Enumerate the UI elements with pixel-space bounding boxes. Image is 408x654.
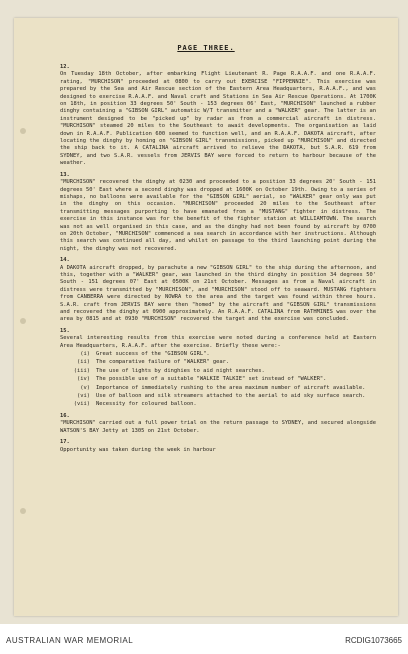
list-item-text: Use of balloon and silk streamers attached to the aerial to aid sky surface search. xyxy=(96,393,366,400)
list-item-text: Necessity for coloured balloon. xyxy=(96,401,197,408)
paragraph-text: Several interesting results from this exercise were noted during a conference held at Eastern Area Headquarters, R.A.A.F. after the exercise. Briefly these were:- xyxy=(60,335,376,349)
list-item xyxy=(60,401,376,408)
list-item-number: (vii) xyxy=(73,401,90,408)
record-id: RCDIG1073665 xyxy=(345,636,402,645)
list-item xyxy=(60,351,376,358)
paragraph-number: 16. xyxy=(60,412,70,419)
paragraph-number: 13. xyxy=(60,171,70,178)
list-item-number: (i) xyxy=(80,351,90,358)
list-item-text: The use of lights by dinghies to aid night searches. xyxy=(96,367,265,374)
paragraph-number: 12. xyxy=(60,64,70,70)
paragraph-number: 14. xyxy=(60,257,70,264)
list-item-number: (v) xyxy=(80,384,90,391)
paragraph-12 xyxy=(60,64,376,168)
list-item xyxy=(60,376,376,383)
list-item-text: Great success of the "GIBSON GIRL". xyxy=(96,351,210,358)
paragraph-text: "MURCHISON" carried out a full power trial on the return passage to SYDNEY, and secured alongside WATSON'S BAY Jetty at 1305 on 21st October. xyxy=(60,420,376,434)
paragraph-15 xyxy=(60,328,376,409)
document-page xyxy=(14,18,398,616)
list-item xyxy=(60,385,376,392)
archive-name: AUSTRALIAN WAR MEMORIAL xyxy=(6,636,134,645)
list-item-number: (vi) xyxy=(77,393,90,400)
punch-hole xyxy=(20,318,26,324)
paragraph-text: "MURCHISON" recovered the dinghy at 0230 and proceeded to a position 33 degrees 20' South - 151 degrees 50' East where a second dinghy was dropped at 1600K on October 19th. Owing to a series of mishaps, no balloons were available for the "GIBSON GIRL" aerial, so "WALKER" gear only was put in the dinghy on this occasion. "MURCHISON" proceeded 20 miles to the Southeast after transmitting messages purporting to have emanated from a "MUSTANG" fighter in distress. The exercise in this instance was for the benefit of the fighter station at WILLIAMTOWN. The search was not as well organised in this case, and as the dinghy had not been found by aircraft by 0700 on 20th October, "MURCHISON" commenced a sea search in accordance with her instructions. Although this search was continued all day, and whilst on passage to the third launching point during the night, the dinghy was not recovered. xyxy=(60,179,376,252)
list-item-number: (ii) xyxy=(77,359,90,366)
list-item-number: (iv) xyxy=(77,376,90,383)
list-item xyxy=(60,368,376,375)
list-item-text: The comparative failure of "WALKER" gear. xyxy=(96,359,230,366)
page-title: PAGE THREE. xyxy=(177,44,235,52)
paragraph-13 xyxy=(60,172,376,253)
paragraph-16 xyxy=(60,413,376,435)
list-item-text: Importance of immediately rushing to the area maximum number of aircraft available. xyxy=(96,384,366,391)
list-item-text: The possible use of a suitable "WALKIE TALKIE" set instead of "WALKER". xyxy=(96,376,327,383)
paragraph-number: 17. xyxy=(60,439,70,446)
document-body xyxy=(60,64,376,608)
paragraph-17 xyxy=(60,439,376,454)
list-item xyxy=(60,393,376,400)
list-item xyxy=(60,359,376,366)
paragraph-text: Opportunity was taken during the week in harbour xyxy=(60,446,216,453)
binding-holes xyxy=(20,18,30,616)
archive-footer xyxy=(0,624,408,654)
paragraph-text: A DAKOTA aircraft dropped, by parachute a new "GIBSON GIRL" to the ship during the afternoon, and this, together with a "WALKER" gear, was launched in the third dinghy in position 34 degrees 50' South - 151 degrees 07' East at 0500K on 21st October. Messages as from a Naval aircraft in distress were transmitted by "MURCHISON", and "MURCHISON" stood off to seaward. MUSTANG fighters from CANBERRA were directed by NOWRA to the area and the target was found within three hours. S.A.R. craft from JERVIS BAY were then "homed" by the aircraft and "GIBSON GIRL" transmissions and recovered the dinghy at 0900 approximately. An R.A.A.F. CATALINA from RATHMINES was over the area by 0815 and at 0930 "MURCHISON" recovered the target and the exercise was concluded. xyxy=(60,264,376,323)
list-item-number: (iii) xyxy=(73,367,90,374)
paragraph-14 xyxy=(60,257,376,324)
punch-hole xyxy=(20,128,26,134)
punch-hole xyxy=(20,508,26,514)
paragraph-number: 15. xyxy=(60,327,70,334)
paragraph-text: On Tuesday 18th October, after embarking Flight Lieutenant R. Page R.A.A.F. and one R.A.A.F. rating, "MURCHISON" proceeded at 0800 to carry out EXERCISE "FIPPENNIE". This exercise was prepared by the Sea and Air Rescue section of the Eastern Area Headquarters, R.A.A.F., and was designed to exercise R.A.A.F. and Naval craft and Stations in Sea Air Rescue Operations. At 1700K on 18th, in position 33 degrees 50' South - 153 degrees 06' East, "MURCHISON" launched a rubber dinghy containing a "GIBSON GIRL" automatic W/T transmitter and a "WALKER" gear. The latter is an instrument designed to be "picked up" by radar as from a commercial aircraft in distress. "MURCHISON" steamed 20 miles to the Southeast to await developments. The organisation as laid down in R.A.A.F. Publication 600 seemed to function well, and an R.A.A.F. DAKOTA aircraft, after locating the dinghy by homing on "GIBSON GIRL" transmissions, picked up "MURCHISON" and directed the ship back to it. A CATALINA aircraft arrived to relieve the DAKOTA, but S.A.R. 619 from SYDNEY, and two S.A.R. vessels from JERVIS BAY were forced to return to harbour because of the weather. xyxy=(60,71,376,167)
